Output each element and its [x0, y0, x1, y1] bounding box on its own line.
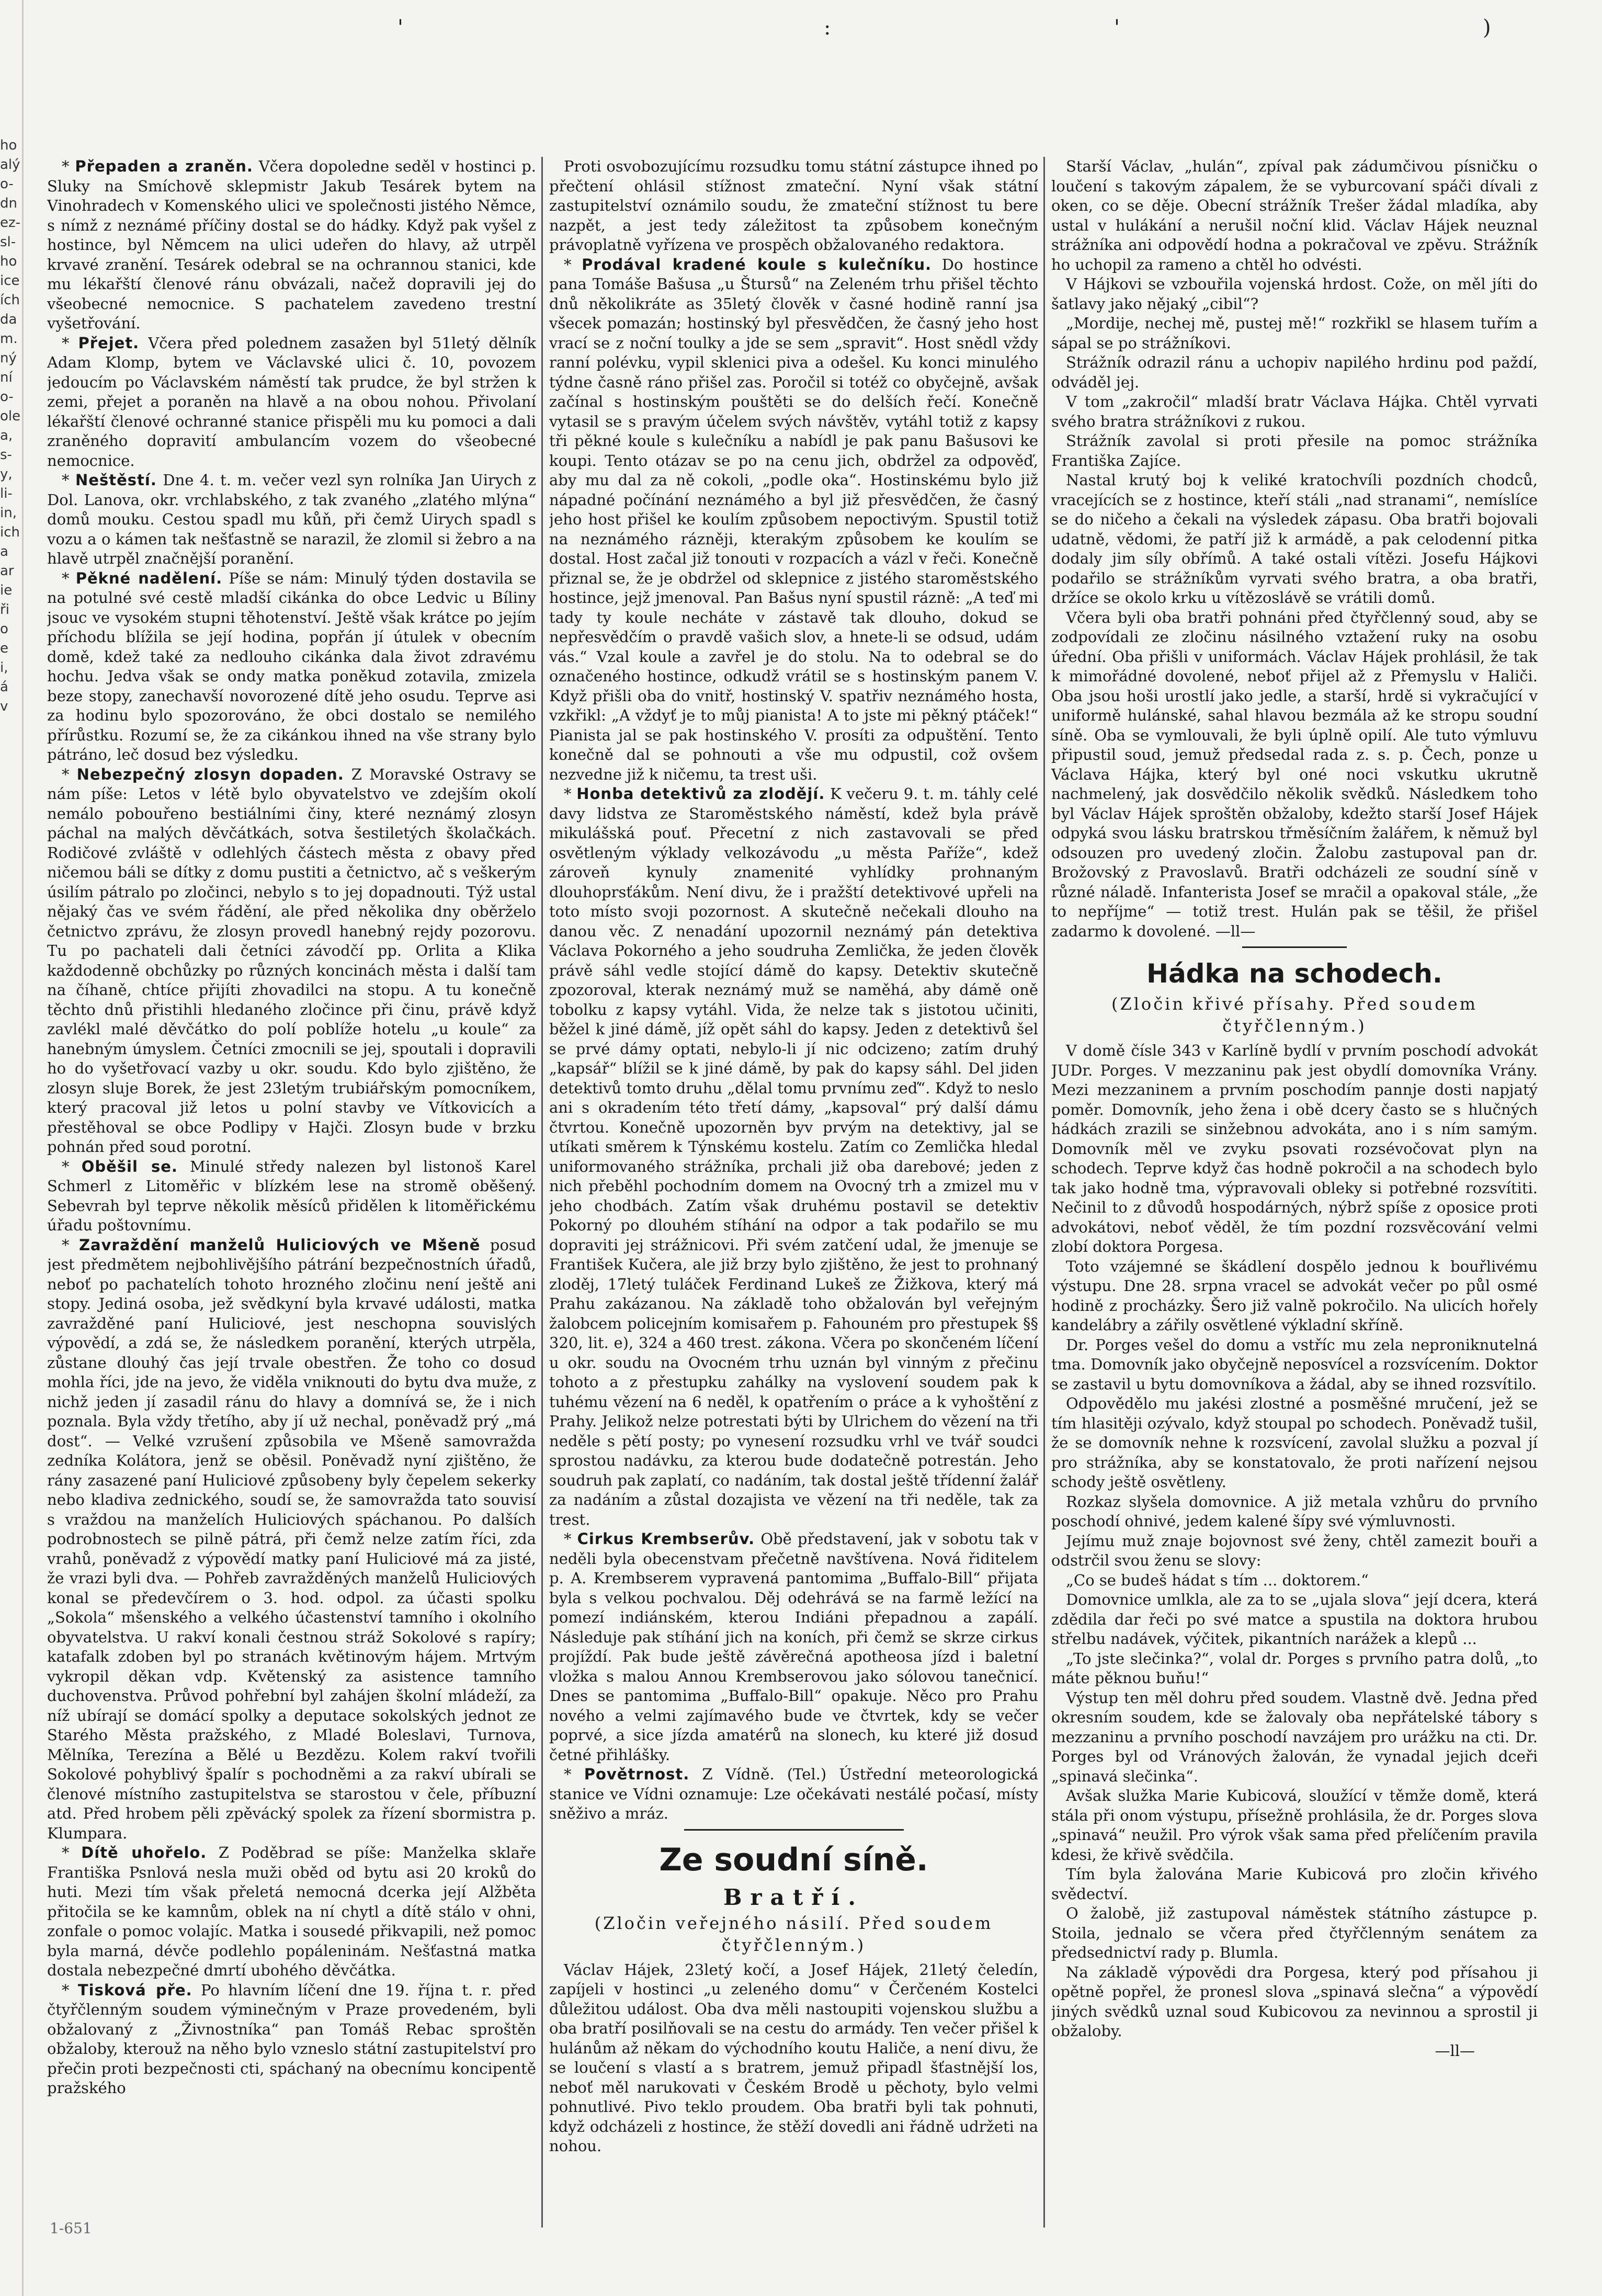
article-paragraph: Výstup ten měl dohru před soudem. Vlastně dvě. Jedna před okresním soudem, kde se žalovaly oba nepřátelské tábory s mezzaninu a prvního poschodí navzájem pro urážku na cti. Dr. Porges byl od Vránových žalován, že vynadal jejich dceři „spinavá slečinka“.: [1051, 1688, 1538, 1785]
column-right: [1051, 157, 1538, 2222]
news-item-text: Píše se nám: Minulý týden dostavila se na potulné své cestě mladší cikánka do obce Ledvic u Bíliny jsouc ve vysokém stupni těhotenství. Ještě však krátce po jejím příchodu blížila se její hodina, popřán jí útulek v obecním domě, kdež také za nedlouho cikánka dala život zdravému hochu. Jedva však se ondy matka poněkud zotavila, zmizela beze stopy, zanechavší novorozené dítě jeho osudu. Teprve asi za hodinu bylo spozorováno, že obci dostalo se nemilého přírůstku. Rozumí se, že za cikánkou ihned na vše strany bylo pátráno, leč dosud bez výsledku.: [47, 569, 536, 763]
news-item-text: K večeru 9. t. m. táhly celé davy lidstva ze Staroměstského náměstí, kdež byla právě mikulášská pouť. Přecetní z nich zastavovali se před osvětleným výklady velkozávodu „u města Paříže“, kdež zároveň kynuly znamenité vyhlídky prohnaným dlouhoprsťákům. Není divu, že i pražští detektivové upřeli na toto místo svoji pozornost. A skutečně nečekali dlouho na danou věc. Z nenadání upozornil neznámý pán detektiva Václava Pokorného a jeho soudruha Zemlička, že jeden člověk právě sáhl vedle stojící dámě do kapsy. Detektiv skutečně zpozoroval, kterak neznámý muž se naměhá, aby dámě oně tobolku z kapsy vytáhl. Vida, že nelze tak s jistotou učiniti, běžel k jiné dámě, jíž opět sáhl do kapsy. Jeden z detektivů šel se prvé dámy optati, nebylo-li jí nic odcizeno; zatím druhý „kapsář“ blížil se k jiné dámě, by pak do kapsy sáhl. Del jiden detektivů tomto druhu „dělal tomu prvnímu zeď“. Když to neslo ani s okradením této třetí dámy, „kapsoval“ prý další dámu čtvrtou. Konečně upozorněn byv prvým na detektivy, jal se utíkati směrem k Týnskému kostelu. Zatím co Zemlička hledal uniformovaného strážníka, prchali již oba darebové; jeden z nich přeběhl pochodním domem na Ovocný trh a zmizel mu v jeho chodbách. Zatím však druhému postavil se detektiv Pokorný po dlouhém stíhání na odpor a tak podařilo se mu dopraviti jej strážnicovi. Při svém zatčení udal, že jmenuje se František Kučera, ale již brzy bylo zjištěno, že jest to prohnaný zloděj, 17letý tuláček Ferdinand Lukeš ze Žižkova, který má Prahu zakázanou. Na základě toho obžalován byl veřejným žalobcem policejním komisařem p. Fahouném pro přestupek §§ 320, lit. e), 324 a 460 trest. zákona. Včera po skončeném líčení u okr. soudu na Ovocném trhu uznán byl vinným z přečinu tohoto a z přestupku zahálky na vyslovení soudem pak k tuhému vězení na 6 neděl, k opatřením o práce a k vyhoštění z Prahy. Jelikož nelze potrestati býti by Ulrichem do vězení na tři neděle s pětí posty; po vynesení rozsudku vrhl ve tvář soudci sprostou nadávku, za kterou bude dodatečně potrestán. Jeho soudruh pak zaplatí, co nadáním, tak dostal ještě třídenní žalář za nadáním a zůstal dozajista ve vězení na tři neděle, tak za trest.: [549, 785, 1038, 1528]
margin-fragment: y,: [0, 466, 13, 482]
news-item: [1051, 392, 1538, 431]
article-paragraph: „Co se budeš hádat s tím ... doktorem.“: [1066, 1571, 1369, 1589]
news-item-text: posud jest předmětem nejbohlivějšího pátrání bezpečnostních úřadů, neboť po pachatelích tohoto hrozného zločinu není ještě ani stopy. Jediná osoba, jež svědkyní byla krvavé události, matka zavražděné paní Huliciové, jest neschopna souvislých výpovědí, a zdá se, že následkem poranění, kterých utrpěla, zůstane dlouhý čas její trvale obestřen. Že toho co dosud mohla říci, jde na jevo, že viděla vniknouti do bytu dva muže, z nichž jeden jí zasadil ránu do hlavy a domnívá se, že i nich poznala. Byla vždy třetího, aby jí už nechal, poněvadž prý „má dost“. — Velké vzrušení způsobila ve Mšeně samovražda zedníka Kolátora, jenž se oběsil. Poněvadž nyní zjištěno, že rány zasazené paní Huliciové způsobeny byly čepelem sekerky nebo kladiva zednického, soudí se, že samovražda tato souvisí s vraždou na manželích Huliciových spáchanou. Po dalších podrobnostech se pilně pátrá, při čemž nelze zatím říci, zda vrahů, poněvadž z výpovědí matky paní Huliciové má za jisté, že vrazi byli dva. — Pohřeb zavražděných manželů Huliciových konal se předevčírem o 3. hod. odpol. za účasti spolku „Sokola“ mšenského a velkého účastenství tamního i okolního obyvatelstva. U rakví konali čestnou stráž Sokolové s rapíry; katafalk zdoben byl po stranách květinovým hájem. Mrtvým vykropil děkan vdp. Květenský za asistence tamního duchovenstva. Průvod pohřební byl zahájen školní mládeží, za níž ubírají se domácí spolky a deputace sokolských jednot ze Starého Města pražského, z Mladé Boleslavi, Turnova, Mělníka, Terezína a Bělé u Bezdězu. Kolem rakví tvořili Sokolové pohyblivý špalír s pochodněmi a za rakví ubírali se členové místního zastupitelstva se starostou v čele, příbuzní atd. Před hrobem pěli zpěvácký spolek za řízení sbormistra p. Klumpara.: [47, 1236, 536, 1842]
news-item: [1051, 608, 1538, 942]
article-paragraph: Toto vzájemné se škádlení dospělo jednou k bouřlivému výstupu. Dne 28. srpna vracel se advokát večer po půl osmé hodině z procházky. Šero již valně pokročilo. Na ulicích hořely kandelábry a zářily osvětlené výkladní skříně.: [1051, 1257, 1538, 1334]
news-item-text: Minulé středy nalezen byl listonoš Karel Schmerl z Litoměřic v blízkém lese na stromě oběšený. Sebevrah byl teprve několik měsíců přidělen k litoměřickému úřadu poštovnímu.: [47, 1157, 536, 1234]
news-item-text: Starší Václav, „hulán“, zpíval pak zádumčivou písničku o loučení s takovým zápalem, že se vyburcovaní spáči dívali z oken, co se děje. Obecní strážník Trešer žádal mladíka, aby ustal v hulákání a nerušil noční klid. Václav Hájek neuznal strážníka ani odpovědí hodna a pokračoval ve zpěvu. Strážník ho uchopil za rameno a chtěl ho odvésti.: [1051, 157, 1538, 273]
news-item-text: Včera byli oba bratři pohnáni před čtyřčlenný soud, aby se zodpovídali ze zločinu násilného vztažení ruky na osobu úřední. Oba přišli v uniformách. Václav Hájek prohlásil, že tak k mimořádné dovolené, neboť přijel až z Přemyslu v Haliči. Oba jsou hoši urostlí jako jedle, a starší, hrdě si vykračující v uniformě hulánské, sahal hlavou bezmála až ke stropu soudní síně. Oba se vymlouvali, že byli úplně opilí. Ale tuto výmluvu připustil soud, jemuž předsedal rada z. s. p. Čech, ponze u Václava Hájka, který byl oné noci vskutku ukrutně nachmelený, jak dosvědčilo několik svědků. Následkem toho byl Václav Hájek sproštěn obžaloby, kdežto starší Josef Hájek odpyká svou lásku bratrskou třměsíčním žalářem, k němuž byl odsouzen pro uvedený zločin. Žalobu zastupoval pan dr. Brožovský z Pravoslavů. Bratři odcházeli ze soudní síně v různé náladě. Infanterista Josef se mračil a opakoval stále, „že to nepříjme“ — totiž trest. Hulán pak se těšil, že přišel zadarmo k dovolené. —ll—: [1051, 608, 1538, 940]
article-body: Václav Hájek, 23letý kočí, a Josef Hájek, 21letý čeledín, zapíjeli v hostinci „u zeleného domu“ v Čerčeném Kostelci důležitou událost. Oba dva měli nastoupiti vojenskou službu a oba bratří posilňovali se na cestu do armády. Ten večer přišel k hulánům až někam do východního koutu Haliče, a není divu, že se loučení s vlastí a s bratrem, jemuž připadl šťastnější los, neboť měl narukovati v Českém Brodě u pěchoty, bylo velmi pohnutlivé. Pivo teklo proudem. Oba bratři byli tak pohnuti, když odcházeli z hostince, že stěží dovedli ani řádně udržeti na nohou.: [549, 1960, 1038, 2155]
margin-fragment: i,: [0, 660, 8, 676]
margin-fragment: s-: [0, 447, 12, 463]
article-paragraph: Dr. Porges vešel do domu a vstříc mu zela neproniknutelná tma. Domovník jako obyčejně neposvícel a rozsvícením. Doktor se zastavil u bytu domovníkova a žádal, aby se ihned rozsvítilo.: [1051, 1335, 1538, 1393]
margin-fragment: in,: [0, 505, 17, 521]
news-item: * Oběšil se. Minulé středy nalezen byl listonoš Karel Schmerl z Litoměřic v blízkém lese na stromě oběšený. Sebevrah byl teprve několik měsíců přidělen k litoměřickému úřadu poštovnímu.: [47, 1157, 536, 1234]
margin-fragment: dn: [0, 196, 17, 211]
article-paragraph: Avšak služka Marie Kubicová, sloužící v těmže domě, která stála při onom výstupu, přísežně prohlásila, že dr. Porges slova „spinavá“ neužil. Pro výrok však sama před přelíčením pravila kdesi, že křivě svědčila.: [1051, 1787, 1538, 1864]
article-paragraph: Domovnice umlkla, ale za to se „ujala slova“ její dcera, která zdědila dar řeči po své matce a spustila na doktora hrubou střelbu nadávek, výčitek, pikantních narážek a klepů ...: [1051, 1591, 1538, 1648]
news-item: * Prodával kradené koule s kulečníku. Do hostince pana Tomáše Bašusa „u Štursů“ na Zeleném trhu přišel těchto dnů několikráte as 35letý člověk v časné hodině ranní jsa všecek pomazán; hostinský byl přesvědčen, že časný jeho host vrací se z noční toulky a jde se sem „spravit“. Host snědl vždy ranní polévku, vypil sklenici piva a odešel. Ku konci minulého týdne časně ráno přišel zas. Poročil si totéž co obyčejně, avšak začínal s hostinským pouštěti se do delších řečí. Konečně vytasil se s pravým účelem svých návštěv, vytáhl totiž z kapsy tři pěkné koule s kulečníku a nabídl je pak panu Bašusovi ke koupi. Tento otázav se po na cenu jich, obdržel za odpověď, aby mu dal za ně cokoli, „podle oka“. Hostinskému bylo již nápadné počínání neznámého a byl již přesvědčen, že časný jeho host přišel ke koulím způsobem nepoctivým. Spustil totiž na neznámého rázněji, kterakým způsobem ke koulím se dostal. Host začal již tonouti v rozpacích a vázl v řeči. Konečně přiznal se, že je obdržel od sklepnice z jistého staroměstského hostince, jejž jmenoval. Pan Bašus nyní spustil rázně: „A teď mi tady ty koule necháte v zástavě tak dlouho, dokud se nepřesvědčím o pravdě vašich slov, a hnete-li se odsud, udám vás.“ Vzal koule a zavřel je do stolu. Na to odebral se do označeného hostince, odkudž vrátil se s hostinským panem V. Když přišli oba do vnitř, hostinský V. spatřiv neznámého hosta, vzkřikl: „A vždyť je to můj pianista! A to jste mi pěkný ptáček!“ Pianista jal se pak hostinského V. prosíti za odpuštění. Tento konečně dal se pohnouti a vše mu odpustil, což ovšem nezvedne již k ničemu, ta trest uši.: [549, 255, 1038, 783]
news-item-text: Dne 4. t. m. večer vezl syn rolníka Jan Uirych z Dol. Lanova, okr. vrchlabského, z tak zvaného „zlatého mlýna“ domů mouku. Cestou spadl mu kůň, při čemž Uirych spadl s vozu a o kámen tak nešťastně se narazil, že zlomil si žebro a na hlavě utrpěl značnější poranění.: [47, 471, 536, 567]
article-paragraph: Odpovědělo mu jakési zlostné a posměšné mručení, jež se tím hlasitěji ozývalo, když stoupal po schodech. Poněvadž tušil, že se domovník nehne k rozsvícení, zavolal služku a pozval jí pro strážníka, aby se konstatovalo, že proti nařízení nejsou schody ještě osvětleny.: [1051, 1395, 1538, 1491]
margin-fragment: e: [0, 641, 8, 656]
print-mark-2: :: [824, 16, 831, 40]
article-title-hadka: Hádka na schodech.: [1146, 958, 1442, 989]
news-item: * Pěkné nadělení. Píše se nám: Minulý týden dostavila se na potulné své cestě mladší cikánka do obce Ledvic u Bíliny jsouc ve vysokém stupni těhotenství. Ještě však krátce po jejím příchodu blížila se její hodina, popřán jí útulek v obecním domě, kdež také za nedlouho cikánka dala život zdravému hochu. Jedva však se ondy matka poněkud zotavila, zmizela beze stopy, zanechavší novorozené dítě jeho osudu. Teprve asi za hodinu bylo spozorováno, že obci dostalo se nemilého přírůstku. Rozumí se, že za cikánkou ihned na vše strany bylo pátráno, leč dosud bez výsledku.: [47, 569, 536, 763]
news-item-heading: Neštěstí.: [75, 471, 157, 489]
news-item-heading: Pěkné nadělení.: [75, 569, 223, 587]
news-item-text: Nastal krutý boj k veliké kratochvíli pozdních chodců, vracejících se z hostince, kteří stáli „nad stranami“, nemíslíce se do ničeho a čekali na výsledek zápasu. Oba bratři bojovali udatně, vědomi, že patří již k armádě, a pak celodenní pitka dodaly jim síly obřímů. A také ostali vítězi. Josefu Hájkovi podařilo se strážníkům vyrvati svého bratra, a oba bratři, držíce se okolo krku u vítězoslávě se vrátili domů.: [1051, 471, 1538, 607]
margin-fragment: ole: [0, 408, 21, 424]
news-item-heading: Prodával kradené koule s kulečníku.: [582, 255, 932, 273]
margin-fragment: li-: [0, 486, 13, 501]
news-item-heading: Nebezpečný zlosyn dopaden.: [76, 765, 344, 783]
print-mark-4: ): [1483, 16, 1491, 40]
article-paragraph: „To jste slečinka?“, volal dr. Porges s prvního patra dolů, „to máte pěknou buňu!“: [1051, 1649, 1538, 1687]
margin-fragment: o-: [0, 176, 14, 192]
margin-fragment: ři: [0, 602, 9, 618]
margin-fragment: da: [0, 312, 17, 327]
column-rule-1: [541, 157, 543, 2228]
news-item-heading: Dítě uhořelo.: [81, 1844, 207, 1861]
margin-fragment: v: [0, 699, 8, 714]
news-item-text: Obě představení, jak v sobotu tak v neděli byla obecenstvam přečetně navštívena. Nová řiditelem p. A. Krembserem vypravená pantomima „Buffalo-Bill“ přijata byla s velkou pochvalou. Děj odehrává se na farmě ležící na pomezí indiánském, kterou Indiáni přepadnou a zapálí. Následuje pak stíhání jich na koních, při čemž se skrze cirkus projíždí. Pak bude ještě závěrečná apotheosa jízd i baletní vložka s malou Annou Krembserovou jako sólovou tanečnicí. Dnes se pantomima „Buffalo-Bill“ opakuje. Něco pro Prahu nového a velmi zajímavého bude ve čtvrtek, kdy se večer poprvé, a sice jízda amatérů na slonech, ku které již dosud četné přihlášky.: [549, 1530, 1038, 1764]
news-item: [1051, 353, 1538, 392]
section-rule: [1242, 946, 1347, 948]
news-item: [1051, 314, 1538, 353]
news-item: * Přepaden a zraněn. Včera dopoledne seděl v hostinci p. Sluky na Smíchově sklepmistr Jakub Tesárek bytem na Vinohradech v Komenského ulici ve společnosti jistého Němce, s nímž z neznámé příčiny dostal se do hádky. Když pak vyšel z hostince, byl Němcem na ulici udeřen do hlavy, až utrpěl krvavé zranění. Tesárek odebral se na ochrannou stanici, kde mu lékařští členové ránu obvázali, načež dopravili jej do všeobecné nemocnice. S pachatelem zavedeno trestní vyšetřování.: [47, 157, 536, 332]
print-mark-3: ': [1114, 16, 1120, 40]
margin-fragment: ný: [0, 350, 17, 366]
article-note: (Zločin veřejného násilí. Před soudem čtyřčlenným.): [594, 1913, 993, 1955]
footer-number: 1-651: [50, 2220, 92, 2237]
margin-fragment: ar: [0, 563, 14, 579]
column-left: [47, 157, 536, 2222]
margin-fragment: o-: [0, 389, 14, 405]
news-item-heading: Přepaden a zraněn.: [75, 157, 253, 175]
margin-fragment: á: [0, 679, 8, 695]
article-end-mark: —ll—: [1435, 2041, 1475, 2060]
news-item: * Zavraždění manželů Huliciových ve Mšeně posud jest předmětem nejbohlivějšího pátrání bezpečnostních úřadů, neboť po pachatelích tohoto hrozného zločinu není ještě ani stopy. Jediná osoba, jež svědkyní byla krvavé události, matka zavražděné paní Huliciové, jest neschopna souvislých výpovědí, a zdá se, že následkem poranění, kterých utrpěla, zůstane dlouhý čas její trvale obestřen. Že toho co dosud mohla říci, jde na jevo, že viděla vniknouti do bytu dva muže, z nichž jeden jí zasadil ránu do hlavy a domnívá se, že i nich poznala. Byla vždy třetího, aby jí už nechal, poněvadž prý „má dost“. — Velké vzrušení způsobila ve Mšeně samovražda zedníka Kolátora, jenž se oběsil. Poněvadž nyní zjištěno, že rány zasazené paní Huliciové způsobeny byly čepelem sekerky nebo kladiva zednického, soudí se, že samovražda tato souvisí s vraždou na manželích Huliciových spáchanou. Po dalších podrobnostech se pilně pátrá, při čemž nelze zatím říci, zda vrahů, poněvadž z výpovědí matky paní Huliciové má za jisté, že vrazi byli dva. — Pohřeb zavražděných manželů Huliciových konal se předevčírem o 3. hod. odpol. za účasti spolku „Sokola“ mšenského a velkého účastenství tamního i okolního obyvatelstva. U rakví konali čestnou stráž Sokolové s rapíry; katafalk zdoben byl po stranách květinovým hájem. Mrtvým vykropil děkan vdp. Květenský za asistence tamního duchovenstva. Průvod pohřební byl zahájen školní mládeží, za níž ubírají se domácí spolky a deputace sokolských jednot ze Starého Města pražského, z Mladé Boleslavi, Turnova, Mělníka, Terezína a Bělé u Bezdězu. Kolem rakví tvořili Sokolové pohyblivý špalír s pochodněmi a za rakví ubírali se členové místního zastupitelstva se starostou v čele, příbuzní atd. Před hrobem pěli zpěvácký spolek za řízení sbormistra p. Klumpara.: [47, 1236, 536, 1842]
news-item: * Přejet. Včera před polednem zasažen byl 51letý dělník Adam Klomp, bytem ve Václavské ulici č. 10, povozem jedoucím po Václavském náměstí tak prudce, že byl stržen k zemi, přejet a poraněn na hlavě a na obou nohou. Přivolaní lékařští členové ochranné stanice přispěli mu ku pomoci a dali zraněného dopravití ambulancím vozem do všeobecné nemocnice.: [47, 334, 536, 470]
article-paragraph: V domě čísle 343 v Karlíně bydlí v prvním poschodí advokát JUDr. Porges. V mezzaninu pak jest obydlí domovníka Vrány. Mezi mezzaninem a prvním poschodím pannje dosti napjatý poměr. Domovník, jeho žena i obě dcery často se s hlučných hádkách zrazili se sinžebnou advokáta, ano i s ním samým. Domovník měl ve zvyku psovati rozsévočovat plyn na schodech. Teprve když čas hodně pokročil a na schodech bylo tak jako hodně tma, výpravovali obleky si potřebné rozsvítiti. Nečinil to z důvodů hospodárných, nýbrž spíše z oposice proti advokátovi, neboť věděl, že tím pozdní rozsvěcování velmi zlobí doktora Porgesa.: [1051, 1042, 1538, 1255]
news-item: * Neštěstí. Dne 4. t. m. večer vezl syn rolníka Jan Uirych z Dol. Lanova, okr. vrchlabského, z tak zvaného „zlatého mlýna“ domů mouku. Cestou spadl mu kůň, při čemž Uirych spadl s vozu a o kámen tak nešťastně se narazil, že zlomil si žebro a na hlavě utrpěl značnější poranění.: [47, 471, 536, 567]
margin-fragment: a,: [0, 428, 13, 443]
news-item-text: Strážník odrazil ránu a uchopiv napilého hrdinu pod paždí, odváděl jej.: [1051, 353, 1538, 391]
margin-fragment: ie: [0, 582, 13, 598]
margin-fragment: ho: [0, 254, 17, 269]
news-item-text: Proti osvobozujícímu rozsudku tomu státní zástupce ihned po přečtení ohlásil stížnost zmateční. Nyní však státní zastupitelství oznámilo soudu, že zmateční stížnost tu bere nazpět, a jest tedy záležitost ta způsobem konečným právoplatně vyřízena ve prospěch obžalovaného redaktora.: [549, 157, 1038, 254]
news-item-heading: Zavraždění manželů Huliciových ve Mšeně: [78, 1236, 481, 1254]
news-item-text: Z Poděbrad se píše: Manželka sklaře Františka Psnlová nesla muži oběd od bytu asi 20 kroků do huti. Mezi tím však přeletá nemocná dcerka její Alžběta přitočila se ke kamnům, oblek na ní chytl a dítě stálo v ohni, zonfale o pomoc volajíc. Matka i sousedé přikvapili, než pomoc byla marná, dévče podlehlo popáleninám. Nešťastná matka dostala nebezpečné dmrtí ubohého děvčátka.: [47, 1844, 536, 1979]
news-item: [1051, 471, 1538, 608]
article-paragraph: Jejímu muž znaje bojovnost své ženy, chtěl zamezit bouři a odstrčil svou ženu se slovy:: [1051, 1532, 1538, 1569]
margin-fragment: ice: [0, 273, 20, 289]
news-item: * Tisková pře. Po hlavním líčení dne 19. října t. r. před čtyřčlenným soudem výminečným v Praze provedeném, byli obžalovaný z „Živnostníka“ pan Tomáš Rebac sproštěn obžaloby, kterouž na něho bylo vzneslo státní zastupitelství pro přečin proti bezpečnosti cti, spáchaný na obecnímu koncipentě pražského: [47, 1981, 536, 2097]
margin-fragment: ho: [0, 138, 17, 153]
news-item-heading: Povětrnost.: [584, 1765, 690, 1783]
column-middle: [549, 157, 1038, 2222]
news-item-heading: Honba detektivů za zlodějí.: [576, 785, 825, 803]
news-item: * Cirkus Krembserův. Obě představení, jak v sobotu tak v neděli byla obecenstvam přečetně navštívena. Nová řiditelem p. A. Krembserem vypravená pantomima „Buffalo-Bill“ přijata byla s velkou pochvalou. Děj odehrává se na farmě ležící na pomezí indiánském, kterou Indiáni přepadnou a zapálí. Následuje pak stíhání jich na koních, při čemž se skrze cirkus projíždí. Pak bude ještě závěrečná apotheosa jízd i baletní vložka s malou Annou Krembserovou jako sólovou tanečnicí. Dnes se pantomima „Buffalo-Bill“ opakuje. Něco pro Prahu nového a velmi zajímavého bude ve čtvrtek, kdy se večer poprvé, a sice jízda amatérů na slonech, ku které již dosud četné přihlášky.: [549, 1530, 1038, 1764]
margin-fragment: sl-: [0, 234, 16, 250]
page-edge: [22, 0, 24, 2296]
article-paragraph: Tím byla žalována Marie Kubicová pro zločin křivého svědectví.: [1051, 1865, 1538, 1903]
news-item-heading: Oběšil se.: [81, 1157, 178, 1175]
news-item-text: „Mordije, nechej mě, pustej mě!“ rozkřikl se hlasem tuřím a sápal se po strážníkovi.: [1051, 314, 1538, 352]
news-item: [1051, 157, 1538, 275]
news-item-text: Včera před polednem zasažen byl 51letý dělník Adam Klomp, bytem ve Václavské ulici č. 10, povozem jedoucím po Václavském náměstí tak prudce, že byl stržen k zemi, přejet a poraněn na hlavě a na obou nohou. Přivolaní lékařští členové ochranné stanice přispěli mu ku pomoci a dali zraněného dopravití ambulancím vozem do všeobecné nemocnice.: [47, 334, 536, 470]
margin-fragment: ez-: [0, 215, 21, 231]
margin-fragment: alý: [0, 157, 20, 173]
news-item: * Honba detektivů za zlodějí. K večeru 9. t. m. táhly celé davy lidstva ze Staroměstského náměstí, kdež byla právě mikulášská pouť. Přecetní z nich zastavovali se před osvětleným výklady velkozávodu „u města Paříže“, kdež zároveň kynuly znamenité vyhlídky prohnaným dlouhoprsťákům. Není divu, že i pražští detektivové upřeli na toto místo svoji pozornost. A skutečně nečekali dlouho na danou věc. Z nenadání upozornil neznámý pán detektiva Václava Pokorného a jeho soudruha Zemlička, že jeden člověk právě sáhl vedle stojící dámě do kapsy. Detektiv skutečně zpozoroval, kterak neznámý muž se naměhá, aby dámě oně tobolku z kapsy vytáhl. Vida, že nelze tak s jistotou učiniti, běžel k jiné dámě, jíž opět sáhl do kapsy. Jeden z detektivů šel se prvé dámy optati, nebylo-li jí nic odcizeno; zatím druhý „kapsář“ blížil se k jiné dámě, by pak do kapsy sáhl. Del jiden detektivů tomto druhu „dělal tomu prvnímu zeď“. Když to neslo ani s okradením této třetí dámy, „kapsoval“ prý další dámu čtvrtou. Konečně upozorněn byv prvým na detektivy, jal se utíkati směrem k Týnskému kostelu. Zatím co Zemlička hledal uniformovaného strážníka, prchali již oba darebové; jeden z nich přeběhl pochodním domem na Ovocný trh a zmizel mu v jeho chodbách. Zatím však druhému postavil se detektiv Pokorný po dlouhém stíhání na odpor a tak podařilo se mu dopraviti jej strážnicovi. Při svém zatčení udal, že jmenuje se František Kučera, ale již brzy bylo zjištěno, že jest to prohnaný zloděj, 17letý tuláček Ferdinand Lukeš ze Žižkova, který má Prahu zakázanou. Na základě toho obžalován byl veřejným žalobcem policejním komisařem p. Fahouném pro přestupek §§ 320, lit. e), 324 a 460 trest. zákona. Včera po skončeném líčení u okr. soudu na Ovocném trhu uznán byl vinným z přečinu tohoto a z přestupku zahálky na vyslovení soudem pak k tuhému vězení na 6 neděl, k opatřením o práce a k vyhoštění z Prahy. Jelikož nelze potrestati býti by Ulrichem do vězení na tři neděle s pětí posty; po vynesení rozsudku vrhl ve tvář soudci sprostou nadávku, za kterou bude dodatečně potrestán. Jeho soudruh pak zaplatí, co nadáním, tak dostal ještě třídenní žalář za nadáním a zůstal dozajista ve vězení na tři neděle, tak za trest.: [549, 785, 1038, 1528]
news-item: * Povětrnost. Z Vídně. (Tel.) Ústřední meteorologická stanice ve Vídni oznamuje: Lze očekávati nestálé počasí, místy sněživo a mráz.: [549, 1765, 1038, 1822]
news-item-heading: Tisková pře.: [77, 1981, 192, 1999]
news-item: * Nebezpečný zlosyn dopaden. Z Moravské Ostravy se nám píše: Letos v létě bylo obyvatelstvo ve zdejším okolí nemálo pobouřeno bestiálními činy, které neznámý zlosyn páchal na malých děvčátkách, sotva šestiletých školačkách. Rodičové zvláště v odlehlých částech města z obavy před ničemou báli se dítky z domu pustiti a četnictvo, ač s veškerým úsilím pátralo po zločinci, nebylo s to jej dopadnouti. Týž ustal nějaký čas ve svém řádění, ale před několika dny oběrželo četnictvo zprávu, že zlosyn provedl hanebný rejdy pozorovu. Tu po pachateli dali četníci závodčí pp. Orlita a Klika každodenně obchůzky po různých koncinách města i další tam na číhaně, chtíce přijíti zhovadilci na stopu. A tu konečně těchto dnů přistihli hledaného zločince při činu, právě když zavlékl malé děvčátko do polí poblíže hotelu „u koule“ za hanebným úmyslem. Četníci zmocnili se jej, spoutali i dopravili ho do vyšetřovací vazby u okr. soudu. Kdo bylo zjištěno, že zlosyn sluje Borek, že jest 23letým trubiářským pomocníkem, který pracoval již letos u polní stavby ve Vítkovicích a přestěhoval se obce Podlipy v Hajči. Zlosyn bude v brzku pohnán před soud porotní.: [47, 765, 536, 1156]
article-paragraph: Na základě výpovědi dra Porgesa, který pod přísahou ji opětně popřel, že pronesl slova „spinavá slečna“ a výpovědí jiných svědků uznal soud Kubicovou za nevinnou a sprostil ji obžaloby.: [1051, 1963, 1538, 2040]
news-item-heading: Přejet.: [78, 334, 140, 352]
article-note: (Zločin křivé přísahy. Před soudem čtyřčlenným.): [1111, 994, 1478, 1036]
news-item: [549, 157, 1038, 255]
section-rule: [684, 1829, 904, 1831]
cropped-margin-text: [0, 136, 21, 899]
margin-fragment: ní: [0, 370, 13, 385]
news-item-text: Strážník zavolal si proti přesile na pomoc strážníka Františka Zajíce.: [1051, 432, 1538, 470]
margin-fragment: o: [0, 621, 8, 637]
article-paragraph: O žalobě, již zastupoval náměstek státního zástupce p. Stoila, jednalo se včera před čtyřčlenným senátem za předsednictví rady p. Blumla.: [1051, 1904, 1538, 1961]
margin-fragment: m.: [0, 331, 18, 347]
news-item: * Dítě uhořelo. Z Poděbrad se píše: Manželka sklaře Františka Psnlová nesla muži oběd od bytu asi 20 kroků do huti. Mezi tím však přeletá nemocná dcerka její Alžběta přitočila se ke kamnům, oblek na ní chytl a dítě stálo v ohni, zonfale o pomoc volajíc. Matka i sousedé přikvapili, než pomoc byla marná, dévče podlehlo popáleninám. Nešťastná matka dostala nebezpečné dmrtí ubohého děvčátka.: [47, 1844, 536, 1979]
margin-fragment: a: [0, 544, 8, 559]
article-paragraph: Rozkaz slyšela domovnice. A již metala vzhůru do prvního poschodí ohnivé, jedem kalené šípy své výmluvnosti.: [1051, 1492, 1538, 1530]
news-item-text: Včera dopoledne seděl v hostinci p. Sluky na Smíchově sklepmistr Jakub Tesárek bytem na Vinohradech v Komenského ulici ve společnosti jistého Němce, s nímž z neznámé příčiny dostal se do hádky. Když pak vyšel z hostince, byl Němcem na ulici udeřen do hlavy, až utrpěl krvavé zranění. Tesárek odebral se na ochrannou stanici, kde mu lékařští členové ránu obvázali, načež dopravili jej do všeobecné nemocnice. S pachatelem zavedeno trestní vyšetřování.: [47, 157, 536, 332]
news-item-text: V Hájkovi se vzbouřila vojenská hrdost. Cože, on měl jíti do šatlavy jako nějaký „cibil“?: [1051, 275, 1538, 313]
margin-fragment: ích: [0, 292, 20, 308]
news-item: [1051, 275, 1538, 314]
news-item: [1051, 431, 1538, 471]
news-item-heading: Cirkus Krembserův.: [577, 1530, 755, 1548]
column-rule-2: [1043, 157, 1045, 2228]
news-item-text: V tom „zakročil“ mladší bratr Václava Hájka. Chtěl vyrvati svého bratra strážníkovi z rukou.: [1051, 393, 1538, 430]
news-item-text: Do hostince pana Tomáše Bašusa „u Štursů“ na Zeleném trhu přišel těchto dnů několikráte as 35letý člověk v časné hodině ranní jsa všecek pomazán; hostinský byl přesvědčen, že časný jeho host vrací se z noční toulky a jde se sem „spravit“. Host snědl vždy ranní polévku, vypil sklenici piva a odešel. Ku konci minulého týdne časně ráno přišel zas. Poročil si totéž co obyčejně, avšak začínal s hostinským pouštěti se do delších řečí. Konečně vytasil se s pravým účelem svých návštěv, vytáhl totiž z kapsy tři pěkné koule s kulečníku a nabídl je pak panu Bašusovi ke koupi. Tento otázav se po na cenu jich, obdržel za odpověď, aby mu dal za ně cokoli, „podle oka“. Hostinskému bylo již nápadné počínání neznámého a byl již přesvědčen, že časný jeho host přišel ke koulím způsobem nepoctivým. Spustil totiž na neznámého rázněji, kterakým způsobem ke koulím se dostal. Host začal již tonouti v rozpacích a vázl v řeči. Konečně přiznal se, že je obdržel od sklepnice z jistého staroměstského hostince, jejž jmenoval. Pan Bašus nyní spustil rázně: „A teď mi tady ty koule necháte v zástavě tak dlouho, dokud se nepřesvědčím o pravdě vašich slov, a hnete-li se odsud, udám vás.“ Vzal koule a zavřel je do stolu. Na to odebral se do označeného hostince, odkudž vrátil se s hostinským panem V. Když přišli oba do vnitř, hostinský V. spatřiv neznámého hosta, vzkřikl: „A vždyť je to můj pianista! A to jste mi pěkný ptáček!“ Pianista jal se pak hostinského V. prosíti za odpuštění. Tento konečně dal se pohnouti a vše mu odpustil, což ovšem nezvedne již k ničemu, ta trest uši.: [549, 255, 1038, 783]
court-section-title: Ze soudní síně.: [659, 1841, 928, 1878]
news-item-text: Z Moravské Ostravy se nám píše: Letos v létě bylo obyvatelstvo ve zdejším okolí nemálo pobouřeno bestiálními činy, které neznámý zlosyn páchal na malých děvčátkách, sotva šestiletých školačkách. Rodičové zvláště v odlehlých částech města z obavy před ničemou báli se dítky z domu pustiti a četnictvo, ač s veškerým úsilím pátralo po zločinci, nebylo s to jej dopadnouti. Týž ustal nějaký čas ve svém řádění, ale před několika dny oběrželo četnictvo zprávu, že zlosyn provedl hanebný rejdy pozorovu. Tu po pachateli dali četníci závodčí pp. Orlita a Klika každodenně obchůzky po různých koncinách města i další tam na číhaně, chtíce přijíti zhovadilci na stopu. A tu konečně těchto dnů přistihli hledaného zločince při činu, právě když zavlékl malé děvčátko do polí poblíže hotelu „u koule“ za hanebným úmyslem. Četníci zmocnili se jej, spoutali i dopravili ho do vyšetřovací vazby u okr. soudu. Kdo bylo zjištěno, že zlosyn sluje Borek, že jest 23letým trubiářským pomocníkem, který pracoval již letos u polní stavby ve Vítkovicích a přestěhoval se obce Podlipy v Hajči. Zlosyn bude v brzku pohnán před soud porotní.: [47, 765, 536, 1156]
news-item-text: Z Vídně. (Tel.) Ústřední meteorologická stanice ve Vídni oznamuje: Lze očekávati nestálé počasí, místy sněživo a mráz.: [549, 1765, 1038, 1822]
article-title-bratri: Bratří.: [723, 1884, 864, 1910]
print-mark-1: ': [397, 16, 403, 40]
news-item-text: Po hlavním líčení dne 19. října t. r. před čtyřčlenným soudem výminečným v Praze provedeném, byli obžalovaný z „Živnostníka“ pan Tomáš Rebac sproštěn obžaloby, kterouž na něho bylo vzneslo státní zastupitelství pro přečin proti bezpečnosti cti, spáchaný na obecnímu koncipentě pražského: [47, 1981, 536, 2097]
margin-fragment: ich: [0, 524, 20, 540]
